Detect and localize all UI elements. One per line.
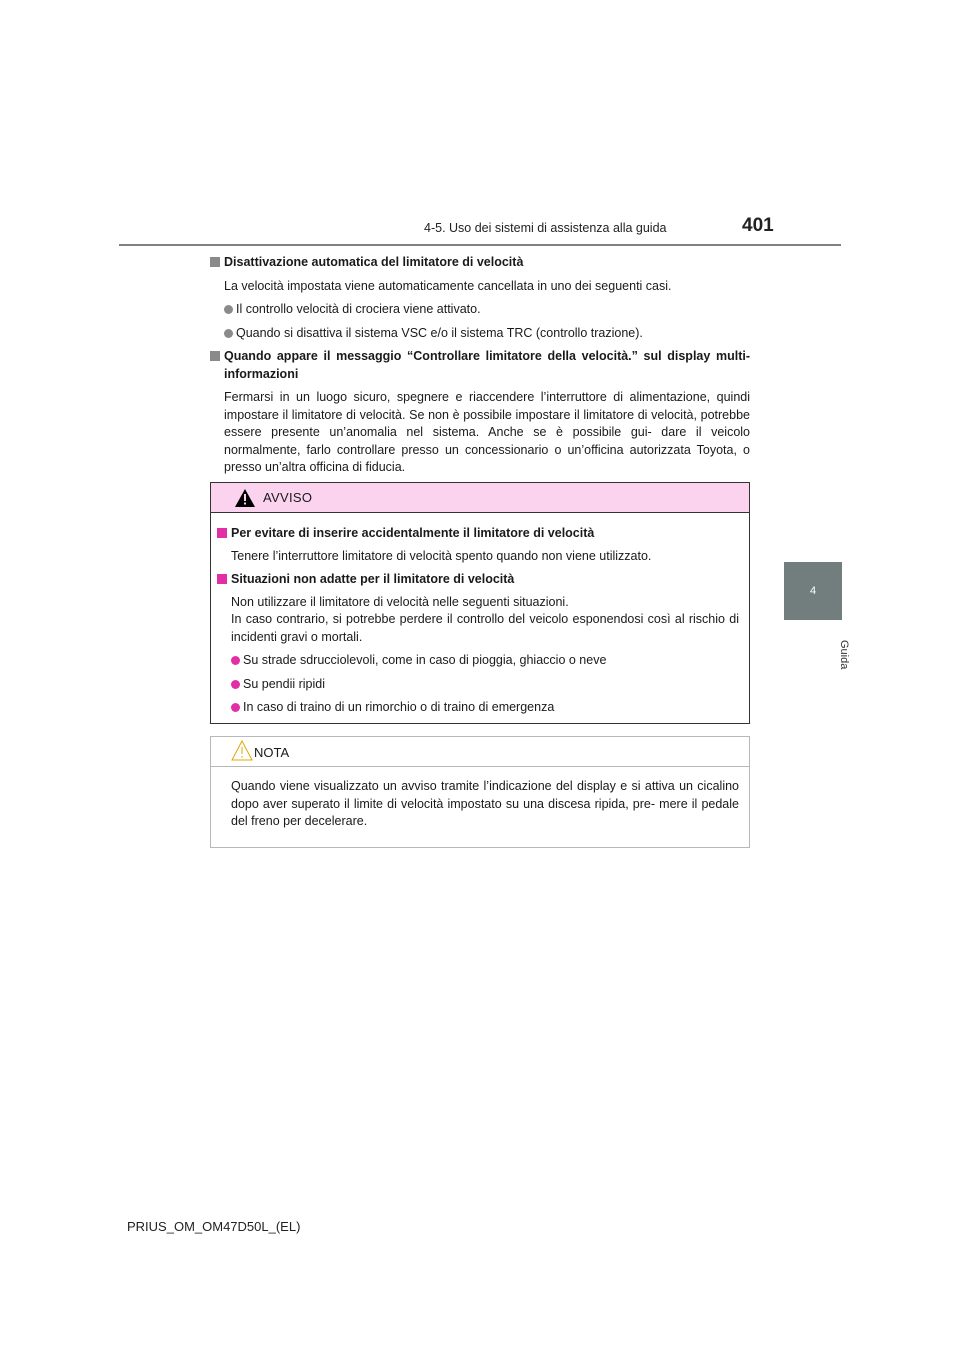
chapter-tab[interactable]: 4 (784, 562, 842, 620)
paragraph: Non utilizzare il limitatore di velocità nelle seguenti situazioni. (231, 594, 569, 609)
page-number: 401 (742, 215, 774, 236)
header-divider (119, 244, 841, 246)
list-item: Il controllo velocità di crociera viene attivato. (210, 301, 750, 319)
square-bullet-icon (217, 574, 227, 584)
note-title: NOTA (254, 745, 290, 760)
square-bullet-icon (210, 257, 220, 267)
warning-title: AVVISO (263, 490, 313, 505)
document-code: PRIUS_OM_OM47D50L_(EL) (127, 1219, 301, 1234)
warning-heading: Per evitare di inserire accidentalmente il limitatore di velocità (217, 525, 739, 543)
circle-bullet-icon (224, 329, 233, 338)
note-header (211, 737, 749, 767)
paragraph: In caso contrario, si potrebbe perdere il controllo del veicolo esponendosi così al rischio di incidenti gravi o mortali. (231, 612, 739, 644)
list-item: Su pendii ripidi (217, 676, 739, 694)
section-heading-auto-cancel: Disattivazione automatica del limitatore di velocità (210, 254, 750, 272)
list-item: In caso di traino di un rimorchio o di traino di emergenza (217, 699, 739, 717)
list-item: Quando si disattiva il sistema VSC e/o il sistema TRC (controllo trazione). (210, 325, 750, 343)
square-bullet-icon (210, 351, 220, 361)
page-header (0, 0, 960, 250)
warning-header (211, 483, 749, 513)
section-heading-check-message: Quando appare il messaggio “Controllare limitatore della velocità.” sul display multi-informazioni (210, 348, 750, 383)
square-bullet-icon (217, 528, 227, 538)
paragraph: Fermarsi in un luogo sicuro, spegnere e riaccendere l’interruttore di alimentazione, quindi impostare il limitatore di velocità. Se non è possibile impostare il limitatore di velocità, potrebbe essere presente un’anomalia nel sistema. Anche se è possibile gui- dare il veicolo normalmente, farlo controllare presso un concessionario o un’officina autorizzata Toyota, o presso un’altra officina di fiducia. (224, 390, 750, 474)
paragraph: Tenere l’interruttore limitatore di velocità spento quando non viene utilizzato. (231, 548, 652, 563)
circle-bullet-icon (231, 703, 240, 712)
caution-outline-icon (230, 739, 254, 763)
paragraph: La velocità impostata viene automaticamente cancellata in uno dei seguenti casi. (224, 278, 672, 293)
warning-box (210, 482, 750, 724)
note-box (210, 736, 750, 848)
list-item: Su strade sdrucciolevoli, come in caso di pioggia, ghiaccio o neve (217, 652, 739, 670)
warning-body (211, 513, 749, 717)
section-title: 4-5. Uso dei sistemi di assistenza alla guida (424, 221, 667, 235)
circle-bullet-icon (224, 305, 233, 314)
warning-heading: Situazioni non adatte per il limitatore di velocità (217, 571, 739, 589)
warning-triangle-icon (234, 488, 256, 508)
circle-bullet-icon (231, 656, 240, 665)
chapter-label: Guida (838, 640, 850, 670)
main-content (210, 254, 750, 483)
circle-bullet-icon (231, 680, 240, 689)
note-text: Quando viene visualizzato un avviso tramite l’indicazione del display e si attiva un cicalino dopo aver superato il limite di velocità impostato su una discesa ripida, pre- mere il pedale del freno per decelerare. (231, 779, 739, 828)
